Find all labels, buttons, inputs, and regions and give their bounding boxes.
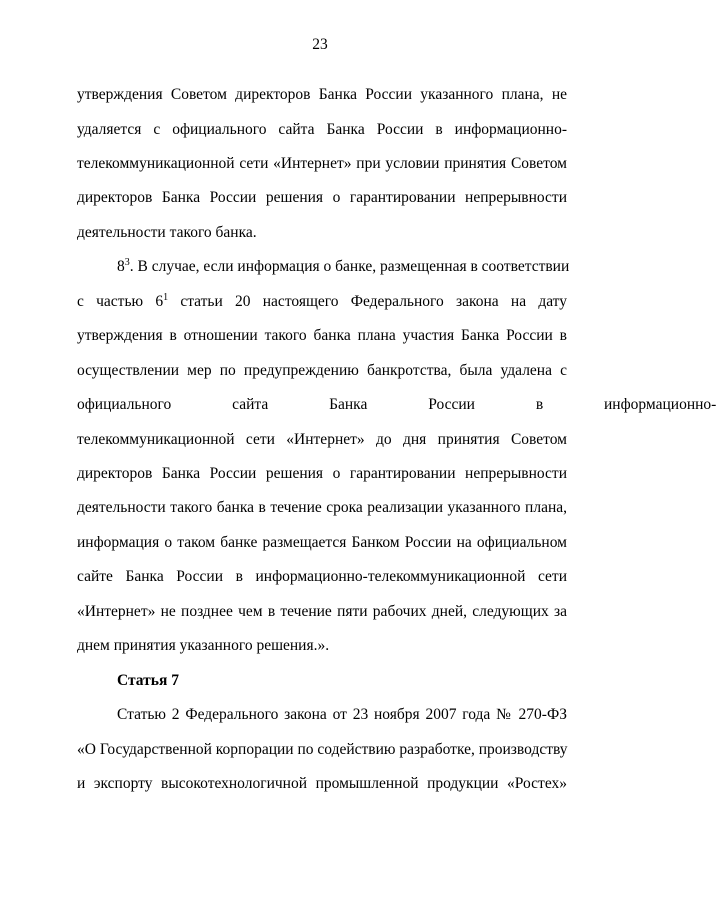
- article-heading: Статья 7: [117, 672, 179, 689]
- text-line: директоров Банка России решения о гарантировании непрерывности: [77, 465, 567, 482]
- text-fragment: статьи 20 настоящего Федерального закона на дату: [168, 293, 568, 310]
- text-line: утверждения Советом директоров Банка России указанного плана, не: [77, 86, 567, 103]
- text-line: и экспорту высокотехнологичной промышленной продукции «Ростех»: [77, 775, 567, 792]
- text-line: осуществлении мер по предупреждению банкротства, была удалена с: [77, 362, 567, 379]
- text-line: официального сайта Банка России в информационно-: [77, 396, 716, 413]
- text-line: удаляется с официального сайта Банка России в информационно-: [77, 121, 567, 138]
- text-line: телекоммуникационной сети «Интернет» при условии принятия Советом: [77, 155, 567, 172]
- text-line: днем принятия указанного решения.».: [77, 637, 330, 654]
- text-line: информация о таком банке размещается Банком России на официальном: [77, 534, 567, 551]
- page-number: 23: [312, 36, 328, 53]
- text-line: деятельности такого банка.: [77, 224, 257, 241]
- text-line: директоров Банка России решения о гарантировании непрерывности: [77, 189, 567, 206]
- text-line: телекоммуникационной сети «Интернет» до дня принятия Советом: [77, 431, 567, 448]
- item-superscript: 3: [124, 257, 130, 268]
- text-fragment: . В случае, если информация о банке, размещенная в соответствии: [129, 258, 570, 275]
- text-line: деятельности такого банка в течение срока реализации указанного плана,: [77, 499, 567, 516]
- text-line: «Интернет» не позднее чем в течение пяти рабочих дней, следующих за: [77, 603, 567, 620]
- text-fragment: с частью 6: [77, 293, 164, 310]
- text-line: Статью 2 Федерального закона от 23 ноября 2007 года № 270-ФЗ: [117, 706, 567, 723]
- text-line: утверждения в отношении такого банка плана участия Банка России в: [77, 327, 567, 344]
- text-line: «О Государственной корпорации по содействию разработке, производству: [77, 741, 568, 758]
- part-superscript: 1: [163, 292, 169, 303]
- item-number: 8: [117, 258, 125, 275]
- text-line: [77, 292, 567, 312]
- text-line: [117, 257, 570, 277]
- text-line: сайте Банка России в информационно-телекоммуникационной сети: [77, 568, 567, 585]
